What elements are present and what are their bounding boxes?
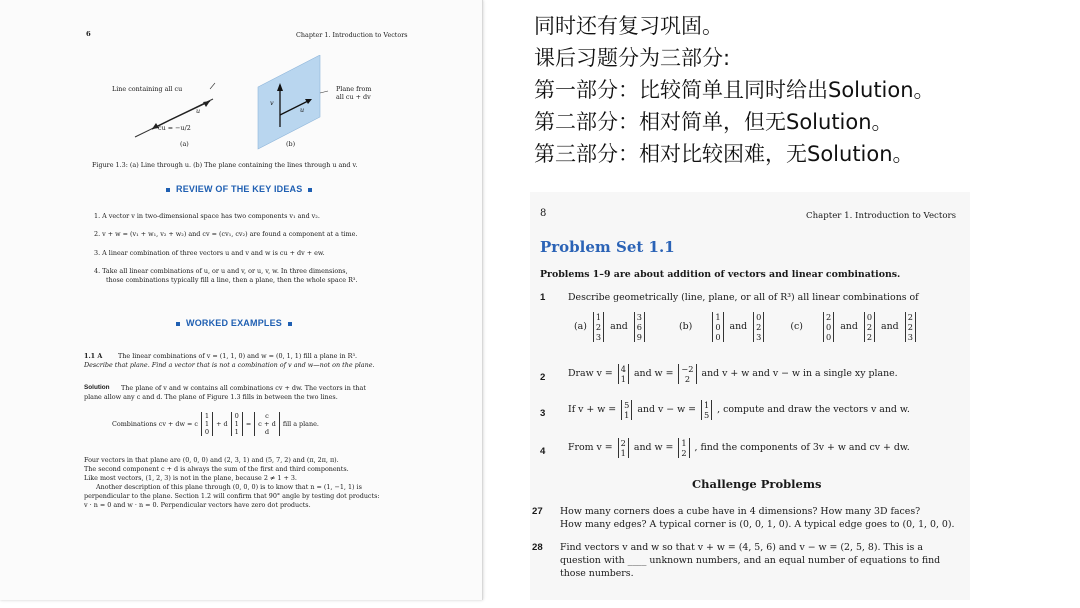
label-a: (a) — [180, 140, 189, 148]
right-book-page — [530, 192, 970, 600]
matrix-result: c c + d d — [254, 412, 280, 436]
problem-set-subtitle: Problems 1–9 are about addition of vectors and linear combinations. — [540, 269, 901, 280]
label-v: v — [270, 99, 274, 107]
right-chapter-header: Chapter 1. Introduction to Vectors — [806, 211, 957, 221]
right-page-number: 8 — [540, 208, 547, 219]
problem-3-number: 3 — [540, 408, 546, 419]
p1c-matrix-3: 2 2 3 — [905, 312, 916, 342]
and-text: and — [840, 321, 858, 332]
left-book-page — [0, 0, 483, 600]
option-b-label: (b) — [678, 321, 693, 332]
example-line-1: The linear combinations of v = (1, 1, 0) and w = (0, 1, 1) fill a plane in R³. — [118, 352, 358, 360]
problem-27-line-2: How many edges? A typical corner is (0, 0, 1, 0). A typical edge goes to (0, 1, 0, 0). — [560, 519, 955, 530]
plane-shape — [258, 55, 320, 149]
problem-set-title: Problem Set 1.1 — [540, 238, 675, 256]
para-line-2: The second component c + d is always the sum of the first and third components. — [84, 465, 349, 473]
figure-caption: Figure 1.3: (a) Line through u. (b) The plane containing the lines through u and v. — [92, 161, 358, 169]
problem-28-line-2: question with ____ unknown numbers, and an equal number of equations to find — [560, 555, 941, 566]
p1c-matrix-2: 0 2 2 — [864, 312, 875, 342]
combinations-label: Combinations cv + dw = c — [112, 419, 198, 428]
combination-equation — [112, 412, 319, 436]
para-line-6: v · n = 0 and w · n = 0. Perpendicular vectors have zero dot products. — [84, 501, 311, 509]
and-text: and — [729, 321, 748, 332]
and-text: and — [610, 321, 628, 332]
option-c-label: (c) — [790, 321, 803, 332]
problem-28-line-1: Find vectors v and w so that v + w = (4, 5, 6) and v − w = (2, 5, 8). This is a — [560, 542, 923, 553]
u-arrow — [170, 101, 210, 120]
para-line-3: Like most vectors, (1, 2, 3) is not in the plane, because 2 ≠ 1 + 3. — [84, 474, 297, 482]
left-chapter-header: Chapter 1. Introduction to Vectors — [296, 31, 408, 39]
option-a-label: (a) — [574, 321, 587, 332]
note-line-4: 第二部分：相对简单，但无Solution。 — [534, 110, 893, 134]
p3-matrix-diff: 1 5 — [701, 400, 712, 420]
notes-block — [534, 10, 935, 170]
label-plane-all: all cu + dv — [336, 93, 371, 101]
review-item-4-cont: those combinations typically fill a line, then a plane, then the whole space R³. — [106, 276, 358, 284]
left-page-number: 6 — [86, 30, 91, 38]
label-line-containing: Line containing all cu — [112, 85, 183, 93]
solution-line-2: plane allow any c and d. The plane of Figure 1.3 fills in between the two lines. — [84, 393, 338, 401]
problem-1-options — [574, 312, 918, 342]
problem-28-line-3: those numbers. — [560, 568, 634, 579]
para-line-5: perpendicular to the plane. Section 1.2 will confirm that 90° angle by testing dot products: — [84, 492, 380, 500]
p1c-matrix-1: 2 0 0 — [823, 312, 834, 342]
review-item-1: 1. A vector v in two-dimensional space has two components v₁ and v₂. — [94, 212, 320, 220]
note-line-3: 第一部分：比较简单且同时给出Solution。 — [534, 78, 935, 102]
note-line-5: 第三部分：相对比较困难，无Solution。 — [534, 142, 914, 166]
label-b: (b) — [286, 140, 296, 148]
p1b-matrix-2: 0 2 3 — [753, 312, 764, 342]
review-item-4: 4. Take all linear combinations of u, or u and v, or u, v, w. In three dimensions, — [94, 267, 348, 275]
example-label: 1.1 A — [84, 352, 103, 360]
label-u: u — [196, 107, 201, 115]
review-item-3: 3. A linear combination of three vectors u and v and w is cu + dv + ew. — [94, 249, 325, 257]
problem-2-number: 2 — [540, 372, 546, 383]
note-line-1: 同时还有复习巩固。 — [534, 14, 723, 38]
problem-3-text: If v + w = 5 1 and v − w = 1 5 , compute and draw the vectors v and w. — [568, 400, 910, 420]
label-plane-u: u — [300, 106, 305, 114]
p1b-matrix-1: 1 0 0 — [712, 312, 723, 342]
p4-matrix-w: 1 2 — [678, 438, 689, 458]
worked-examples-heading: WORKED EXAMPLES — [170, 318, 298, 328]
p1a-matrix-1: 1 2 3 — [593, 312, 604, 342]
problem-27-number: 27 — [532, 506, 543, 517]
p2-matrix-w: −2 2 — [678, 364, 696, 384]
matrix-v: 1 1 0 — [201, 412, 213, 436]
p3-matrix-sum: 5 1 — [621, 400, 632, 420]
example-line-2: Describe that plane. Find a vector that is not a combination of v and w—not on the plane. — [84, 361, 375, 369]
problem-4-text: From v = 2 1 and w = 1 2 , find the components of 3v + w and cv + dw. — [568, 438, 910, 458]
problem-1-number: 1 — [540, 292, 546, 303]
para-line-4: Another description of this plane through (0, 0, 0) is to know that n = (1, −1, 1) is — [96, 483, 362, 491]
problem-27-line-1: How many corners does a cube have in 4 dimensions? How many 3D faces? — [560, 506, 921, 517]
solution-label: Solution — [84, 384, 110, 391]
p2-matrix-v: 4 1 — [618, 364, 629, 384]
figure-1-3 — [110, 55, 430, 155]
plus-d: + d — [216, 419, 228, 428]
problem-1-text: Describe geometrically (line, plane, or all of R³) all linear combinations of — [568, 292, 919, 303]
problem-28-number: 28 — [532, 542, 543, 553]
challenge-title: Challenge Problems — [692, 477, 822, 491]
problem-4-number: 4 — [540, 446, 546, 457]
matrix-w: 0 1 1 — [231, 412, 243, 436]
fill-plane-text: fill a plane. — [282, 419, 319, 428]
solution-line-1: The plane of v and w contains all combinations cv + dw. The vectors in that — [121, 384, 366, 392]
problem-2-text: Draw v = 4 1 and w = −2 2 and v + w and v − w in a single xy plane. — [568, 364, 898, 384]
label-plane-from: Plane from — [336, 85, 372, 93]
p1a-matrix-2: 3 6 9 — [634, 312, 645, 342]
note-line-2: 课后习题分为三部分: — [534, 46, 731, 70]
review-heading: REVIEW OF THE KEY IDEAS — [160, 184, 318, 194]
equals-sign: = — [245, 419, 252, 428]
para-line-1: Four vectors in that plane are (0, 0, 0) and (2, 3, 1) and (5, 7, 2) and (π, 2π, π). — [84, 456, 339, 464]
and-text: and — [881, 321, 899, 332]
review-item-2: 2. v + w = (v₁ + w₁, v₂ + w₂) and cv = (cv₁, cv₂) are found a component at a time. — [94, 230, 358, 238]
label-cu: cu = −u/2 — [158, 124, 191, 132]
p4-matrix-v: 2 1 — [618, 438, 629, 458]
